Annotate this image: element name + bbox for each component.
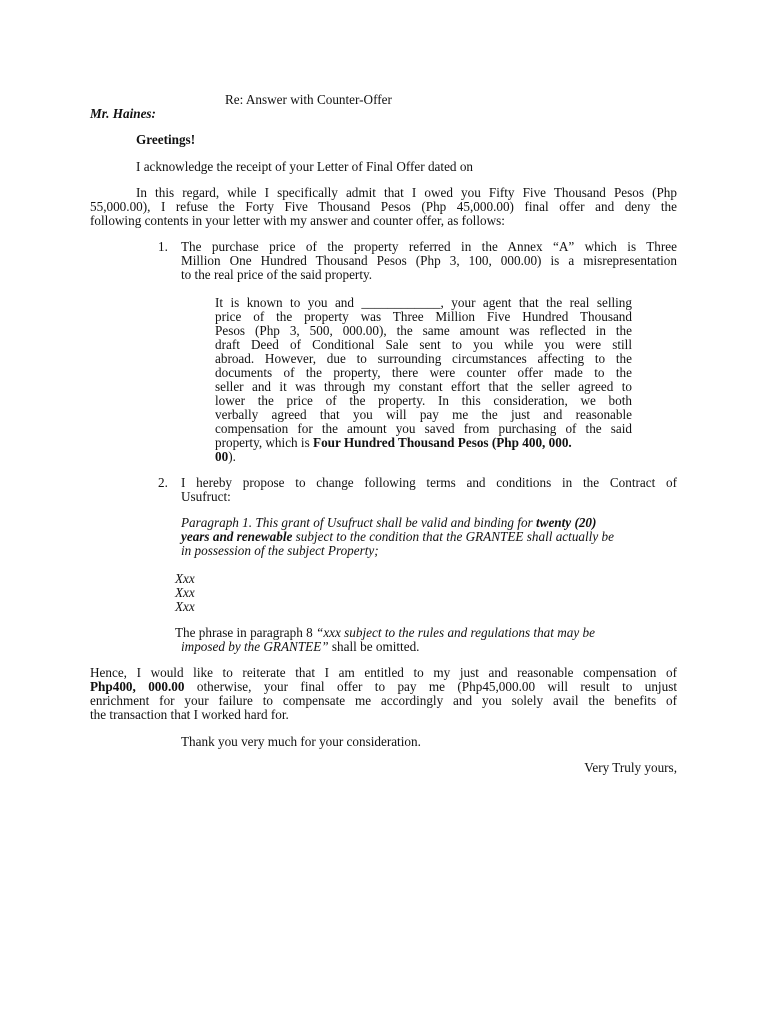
paragraph-line: Hence, I would like to reiterate that I am entitled to my just and reasonable compensation of bbox=[90, 665, 677, 680]
phrase-quote: “xxx subject to the rules and regulations that may be bbox=[315, 625, 595, 640]
list-item-line: to the real price of the said property. bbox=[181, 267, 373, 282]
paragraph-line: enrichment for your failure to compensate me accordingly and you solely avail the benefits of bbox=[90, 693, 677, 708]
quoted-text: Paragraph 1. This grant of Usufruct shall be valid and binding for bbox=[181, 515, 536, 530]
block-line: verbally agreed that you will pay me the just and reasonable bbox=[215, 407, 632, 422]
block-line: compensation for the amount you saved from purchasing of the said bbox=[215, 421, 632, 436]
xxx-marker: Xxx bbox=[175, 585, 195, 600]
phrase-line bbox=[181, 640, 419, 654]
amount-bold: Four Hundred Thousand Pesos (Php 400, 000. bbox=[313, 435, 572, 450]
list-item-line: Usufruct: bbox=[181, 489, 231, 504]
addressee: Mr. Haines: bbox=[90, 106, 156, 121]
acknowledgement-sentence: I acknowledge the receipt of your Letter of Final Offer dated on bbox=[136, 159, 474, 174]
list-item-line: The purchase price of the property referred in the Annex “A” which is Three bbox=[181, 239, 677, 254]
block-line bbox=[215, 436, 572, 450]
xxx-marker: Xxx bbox=[175, 571, 195, 586]
list-item-line: I hereby propose to change following terms and conditions in the Contract of bbox=[181, 475, 677, 490]
subject-line: Re: Answer with Counter-Offer bbox=[225, 92, 392, 107]
amount-bold: Php400, 000.00 bbox=[90, 679, 185, 694]
block-line: abroad. However, due to surrounding circumstances affecting to the bbox=[215, 351, 632, 366]
block-text: ). bbox=[228, 449, 236, 464]
paragraph-line: 55,000.00), I refuse the Forty Five Thousand Pesos (Php 45,000.00) final offer and deny the bbox=[90, 199, 677, 214]
block-line: price of the property was Three Million Five Hundred Thousand bbox=[215, 309, 632, 324]
quoted-line bbox=[181, 530, 614, 544]
paragraph-line: In this regard, while I specifically admit that I owed you Fifty Five Thousand Pesos (Php bbox=[136, 185, 677, 200]
block-line: documents of the property, there were counter offer made to the bbox=[215, 365, 632, 380]
paragraph-text: otherwise, your final offer to pay me (Php45,000.00 will result to unjust bbox=[184, 679, 677, 694]
quoted-line: in possession of the subject Property; bbox=[181, 543, 379, 558]
closing-salutation: Very Truly yours, bbox=[584, 760, 677, 775]
quoted-line bbox=[181, 516, 596, 530]
quoted-bold: twenty (20) bbox=[535, 515, 597, 530]
block-line: lower the price of the property. In this consideration, we both bbox=[215, 393, 632, 408]
block-line: Pesos (Php 3, 500, 000.00), the same amount was reflected in the bbox=[215, 323, 632, 338]
phrase-line bbox=[175, 626, 595, 640]
block-text: property, which is bbox=[215, 435, 314, 450]
amount-bold: 00 bbox=[215, 449, 229, 464]
list-number: 1. bbox=[158, 239, 168, 254]
list-number: 2. bbox=[158, 475, 168, 490]
quoted-text: subject to the condition that the GRANTEE shall actually be bbox=[292, 529, 614, 544]
phrase-text: shall be omitted. bbox=[328, 639, 420, 654]
block-line: seller and it was through my constant effort that the seller agreed to bbox=[215, 379, 632, 394]
block-line bbox=[215, 450, 236, 464]
phrase-text: The phrase in paragraph 8 bbox=[175, 625, 316, 640]
paragraph-line: following contents in your letter with my answer and counter offer, as follows: bbox=[90, 213, 505, 228]
list-item-line: Million One Hundred Thousand Pesos (Php 3, 100, 000.00) is a misrepresentation bbox=[181, 253, 677, 268]
block-line: It is known to you and ____________, your agent that the real selling bbox=[215, 295, 632, 310]
thank-you-line: Thank you very much for your consideration. bbox=[181, 734, 421, 749]
xxx-marker: Xxx bbox=[175, 599, 195, 614]
greeting: Greetings! bbox=[136, 132, 196, 147]
phrase-quote: imposed by the GRANTEE” bbox=[181, 639, 329, 654]
paragraph-line: the transaction that I worked hard for. bbox=[90, 707, 289, 722]
quoted-bold: years and renewable bbox=[181, 529, 293, 544]
block-line: draft Deed of Conditional Sale sent to you while you were still bbox=[215, 337, 632, 352]
paragraph-line bbox=[90, 680, 677, 694]
